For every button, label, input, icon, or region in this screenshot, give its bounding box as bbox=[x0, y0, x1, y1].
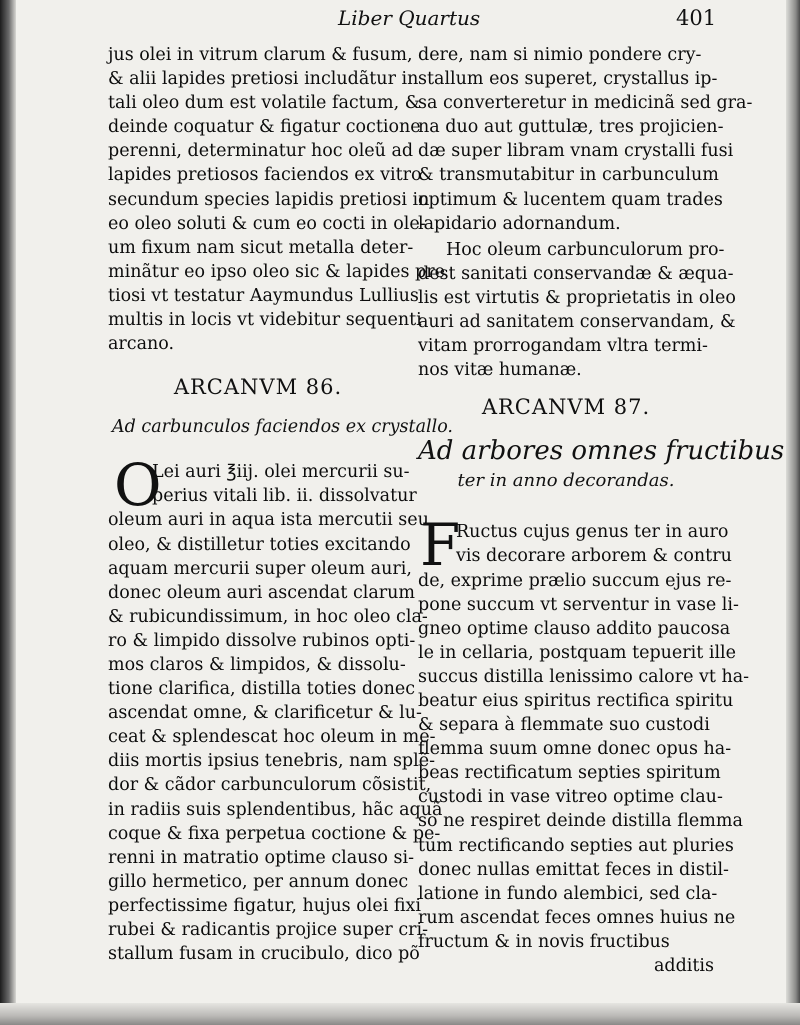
left-top-paragraph bbox=[108, 43, 445, 356]
text-line: arcano. bbox=[108, 334, 175, 355]
text-line: le in cellaria, postquam tepuerit ille bbox=[418, 642, 736, 663]
right-top-paragraph bbox=[418, 43, 753, 236]
text-line: minãtur eo ipso oleo sic & lapides pre bbox=[108, 261, 445, 282]
text-line: beas rectificatum septies spiritum bbox=[418, 763, 721, 784]
text-line: gneo optime clauso addito paucosa bbox=[418, 618, 731, 639]
drop-cap-o: O bbox=[114, 451, 162, 520]
arcanum-87-subtitle: ter in anno decorandas. bbox=[457, 470, 675, 492]
text-line: stallum eos superet, crystallus ip- bbox=[418, 69, 718, 90]
text-line: um fixum nam sicut metalla deter- bbox=[108, 237, 414, 258]
text-line: tali oleo dum est volatile factum, & bbox=[108, 93, 421, 114]
book-spine-shadow bbox=[0, 0, 16, 1025]
text-line: donec oleum auri ascendat clarum bbox=[108, 582, 416, 603]
text-line: & alii lapides pretiosi includãtur in bbox=[108, 69, 419, 90]
arcanum-87-heading: ARCANVM 87. bbox=[481, 395, 651, 420]
text-line: fructum & in novis fructibus bbox=[418, 931, 670, 952]
text-line: ceat & splendescat hoc oleum in me- bbox=[108, 727, 436, 748]
text-line: rum ascendat feces omnes huius ne bbox=[418, 907, 736, 928]
text-line: aquam mercurii super oleum auri, bbox=[108, 558, 412, 579]
text-line: perenni, determinatur hoc oleũ ad bbox=[108, 141, 414, 162]
text-line: tum rectificando septies aut pluries bbox=[418, 835, 734, 856]
text-line: ascendat omne, & clarificetur & lu- bbox=[108, 703, 422, 724]
left-column bbox=[108, 43, 453, 966]
text-line: in radiis suis splendentibus, hãc aquã bbox=[108, 799, 443, 820]
text-line: pone succum vt serventur in vase li- bbox=[418, 594, 739, 615]
text-line: na duo aut guttulæ, tres projicien- bbox=[418, 117, 724, 138]
text-line: tione clarifica, distilla toties donec bbox=[108, 679, 416, 700]
text-line: secundum species lapidis pretiosi in bbox=[108, 189, 430, 210]
text-line: optimum & lucentem quam trades bbox=[418, 189, 723, 210]
text-line: donec nullas emittat feces in distil- bbox=[418, 859, 729, 880]
text-line: & separa à flemmate suo custodi bbox=[418, 715, 710, 736]
text-line: lapides pretiosos faciendos ex vitro bbox=[108, 165, 422, 186]
text-line: vitam prorrogandam vltra termi- bbox=[418, 336, 708, 357]
running-header: Liber Quartus bbox=[338, 6, 481, 30]
text-line: Ructus cujus genus ter in auro bbox=[456, 522, 729, 543]
text-line: Hoc oleum carbunculorum pro- bbox=[446, 239, 725, 260]
text-line: vis decorare arborem & contru bbox=[456, 546, 732, 567]
right-second-paragraph bbox=[418, 238, 736, 383]
text-line: auri ad sanitatem conservandam, & bbox=[418, 312, 736, 333]
text-line: de, exprime prælio succum ejus re- bbox=[418, 570, 732, 591]
text-line: gillo hermetico, per annum donec bbox=[108, 871, 409, 892]
text-line: Lei auri ℥iij. olei mercurii su- bbox=[152, 462, 410, 483]
text-line: lis est virtutis & proprietatis in oleo bbox=[418, 287, 736, 308]
right-column bbox=[418, 43, 785, 978]
text-line: nos vitæ humanæ. bbox=[418, 360, 582, 381]
text-line: lapidario adornandum. bbox=[418, 213, 621, 234]
arcanum-87-title: Ad arbores omnes fructibus bbox=[418, 436, 785, 467]
drop-cap-lines bbox=[456, 520, 732, 568]
arcanum-86-subtitle: Ad carbunculos faciendos ex crystallo. bbox=[112, 417, 453, 438]
arcanum-87-text bbox=[418, 569, 750, 979]
text-line: beatur eius spiritus rectifica spiritu bbox=[418, 690, 734, 711]
text-line: dor & cãdor carbunculorum cõsistit, bbox=[108, 775, 432, 796]
text-line: dere, nam si nimio pondere cry- bbox=[418, 45, 702, 65]
text-line: renni in matratio optime clauso si- bbox=[108, 847, 414, 868]
text-line: multis in locis vt videbitur sequenti bbox=[108, 310, 422, 331]
drop-cap-lines bbox=[152, 460, 417, 508]
text-line: & transmutabitur in carbunculum bbox=[418, 165, 719, 186]
text-line: rubei & radicantis projice super cri- bbox=[108, 920, 429, 940]
text-line: sa converteretur in medicinã sed gra- bbox=[418, 93, 753, 114]
arcanum-86-heading: ARCANVM 86. bbox=[173, 375, 343, 400]
text-line: tiosi vt testatur Aaymundus Lullius bbox=[108, 285, 419, 306]
page-bottom-edge bbox=[0, 1003, 800, 1025]
page-edge-shadow bbox=[786, 0, 800, 1025]
arcanum-87-body bbox=[418, 511, 750, 978]
text-line: deinde coquatur & figatur coctione bbox=[108, 117, 421, 138]
text-line: succus distilla lenissimo calore vt ha- bbox=[418, 666, 750, 687]
text-line: additis bbox=[653, 956, 714, 976]
arcanum-86-body bbox=[108, 451, 443, 966]
text-line: ro & limpido dissolve rubinos opti- bbox=[108, 630, 416, 651]
text-line: oleo, & distilletur toties excitando bbox=[108, 534, 411, 555]
arcanum-86-text bbox=[108, 508, 443, 966]
text-line: eo oleo soluti & cum eo cocti in ole- bbox=[108, 213, 426, 234]
text-line: & rubicundissimum, in hoc oleo cla- bbox=[108, 606, 428, 627]
text-line: so ne respiret deinde distilla flemma bbox=[418, 811, 743, 832]
text-line: perfectissime figatur, hujus olei fixi bbox=[108, 895, 422, 916]
text-line: stallum fusam in crucibulo, dico põ bbox=[108, 944, 420, 965]
text-line: coque & fixa perpetua coctione & pe- bbox=[108, 823, 441, 844]
text-line: dest sanitati conservandæ & æqua- bbox=[418, 263, 734, 284]
text-line: diis mortis ipsius tenebris, nam splẽ- bbox=[108, 751, 435, 772]
text-line: dæ super libram vnam crystalli fusi bbox=[418, 141, 734, 162]
page-number: 401 bbox=[676, 6, 717, 30]
text-line: mos claros & limpidos, & dissolu- bbox=[108, 654, 406, 675]
text-line: oleum auri in aqua ista mercutii seu bbox=[108, 510, 429, 531]
text-line: perius vitali lib. ii. dissolvatur bbox=[152, 486, 417, 507]
text-line: custodi in vase vitreo optime clau- bbox=[418, 787, 723, 808]
text-line: flemma suum omne donec opus ha- bbox=[418, 739, 732, 760]
text-line: jus olei in vitrum clarum & fusum, bbox=[108, 45, 413, 65]
text-line: latione in fundo alembici, sed cla- bbox=[418, 883, 718, 904]
drop-cap-f: F bbox=[420, 511, 461, 580]
